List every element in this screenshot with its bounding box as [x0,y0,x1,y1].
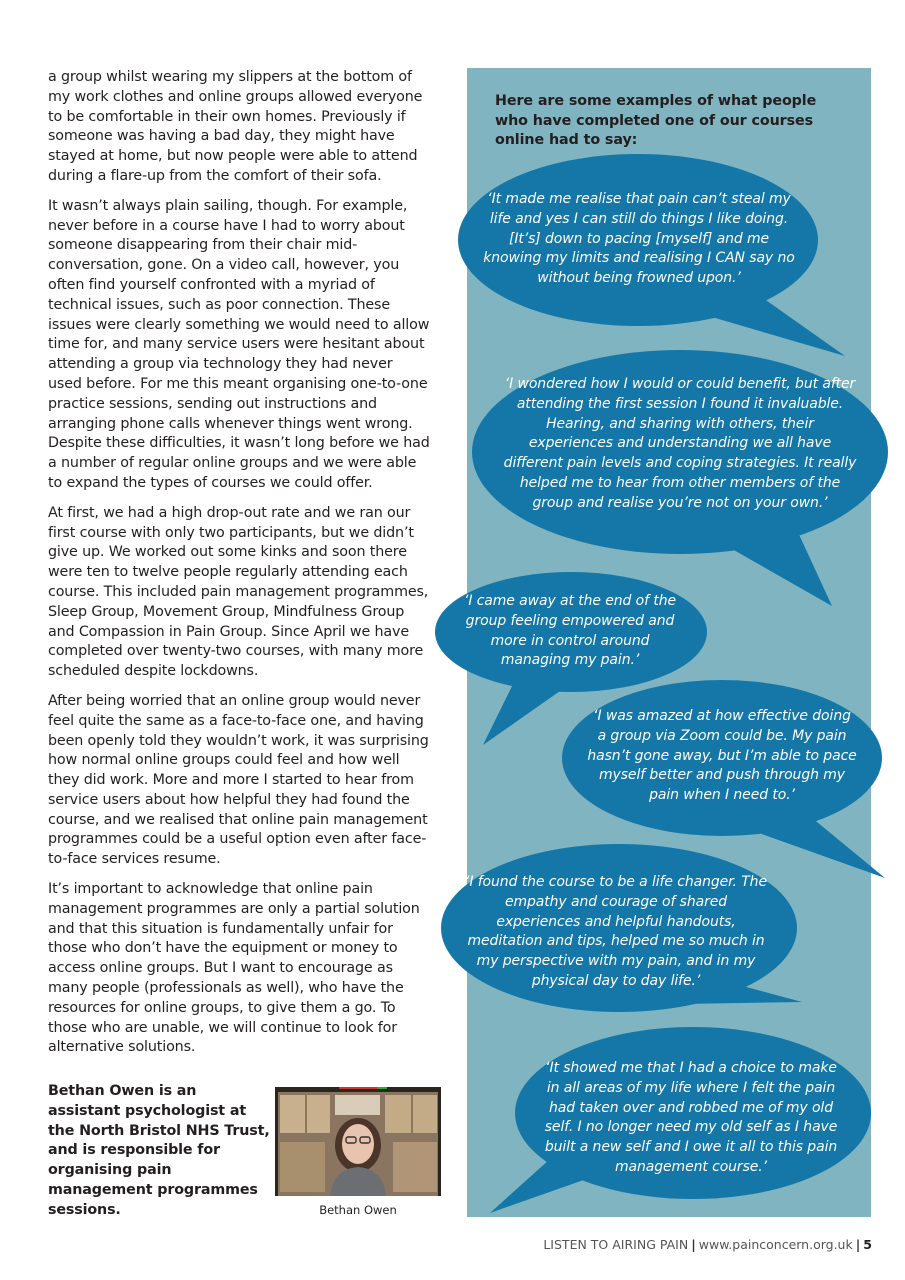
quote-1: ‘It made me realise that pain can’t steal my life and yes I can still do things I like doing. [It’s] down to pacing [myself] and me knowing my limits and realising I CAN say no without being frowned upon.’ [483,191,795,287]
paragraph: It wasn’t always plain sailing, though. For example, never before in a course have I had to worry about someone disappearing from their chair mid-conversation, gone. On a video call, however, you often find yourself confronted with a myriad of technical issues, such as poor connection. These issues were clearly something we would need to allow time for, and many service users were hesitant about attending a group via technology they had never used before. For me this meant organising one-to-one practice sessions, sending out instructions and arranging phone calls whenever things went wrong. Despite these difficulties, it wasn’t long before we had a number of regular online groups and we were able to expand the types of courses we could offer. [48,197,430,491]
quote-4: ‘I was amazed at how effective doing a group via Zoom could be. My pain hasn’t gone away, but I’m able to pace myself better and push through my pain when I need to.’ [587,708,857,804]
quote-2: ‘I wondered how I would or could benefit, but after attending the first session I found it invaluable. Hearing, and sharing with others, their experiences and understanding we all have different pain levels and coping strategies. It really helped me to hear from other members of the group and realise you’re not on your own.’ [503,376,857,511]
paragraph: At first, we had a high drop-out rate and we ran our first course with only two participants, but we didn’t give up. We worked out some kinks and soon there were ten to twelve people regularly attending each course. This included pain management programmes, Sleep Group, Movement Group, Mindfulness Group and Compassion in Pain Group. Since April we have completed over twenty-two courses, with many more scheduled despite lockdowns. [48,504,429,680]
paragraph: It’s important to acknowledge that online pain management programmes are only a partial solution and that this situation is fundamentally unfair for those who don’t have the equipment or money to access online groups. But I want to encourage as many people (professionals as well), who have the resources for online groups, to give them a go. To those who are unable, we will continue to look for alternative solutions. [48,881,420,1056]
photo-caption: Bethan Owen [319,1203,397,1217]
paragraph: After being worried that an online group would never feel quite the same as a face-to-face one, and having been openly told they wouldn’t work, it was surprising how normal online groups could feel and how well they did work. More and more I started to hear from service users about how helpful they had found the course, and we realised that online pain management programmes could be a useful option even after face-to-face services resume. [48,692,429,868]
quote-6: ‘It showed me that I had a choice to make in all areas of my life where I felt the pain had taken over and robbed me of my old self. I no longer need my old self as I have built a new self and I owe it all to this pain management course.’ [544,1060,838,1175]
page-footer: LISTEN TO AIRING PAIN | www.painconcern.org.uk | 5 [543,1237,872,1252]
page-number: 5 [863,1237,872,1252]
quote-3: ‘I came away at the end of the group feeling empowered and more in control around managing my pain.’ [463,593,677,669]
paragraph: a group whilst wearing my slippers at the bottom of my work clothes and online groups allowed everyone to be comfortable in their own homes. Previously if someone was having a bad day, they might have stayed at home, but now people were able to attend during a flare-up from the comfort of their sofa. [48,69,423,184]
quote-5: ‘I found the course to be a life changer. The empathy and courage of shared experiences and helpful handouts, meditation and tips, helped me so much in my perspective with my pain, and in my physical day to day life.’ [465,874,767,989]
author-bio: Bethan Owen is an assistant psychologist at the North Bristol NHS Trust, and is responsible for organising pain management programmes sessions. [48,1083,270,1218]
footer-url[interactable]: www.painconcern.org.uk [698,1237,853,1252]
footer-text: LISTEN TO AIRING PAIN [543,1237,689,1252]
panel-heading: Here are some examples of what people who have completed one of our courses online had to say: [495,93,817,148]
